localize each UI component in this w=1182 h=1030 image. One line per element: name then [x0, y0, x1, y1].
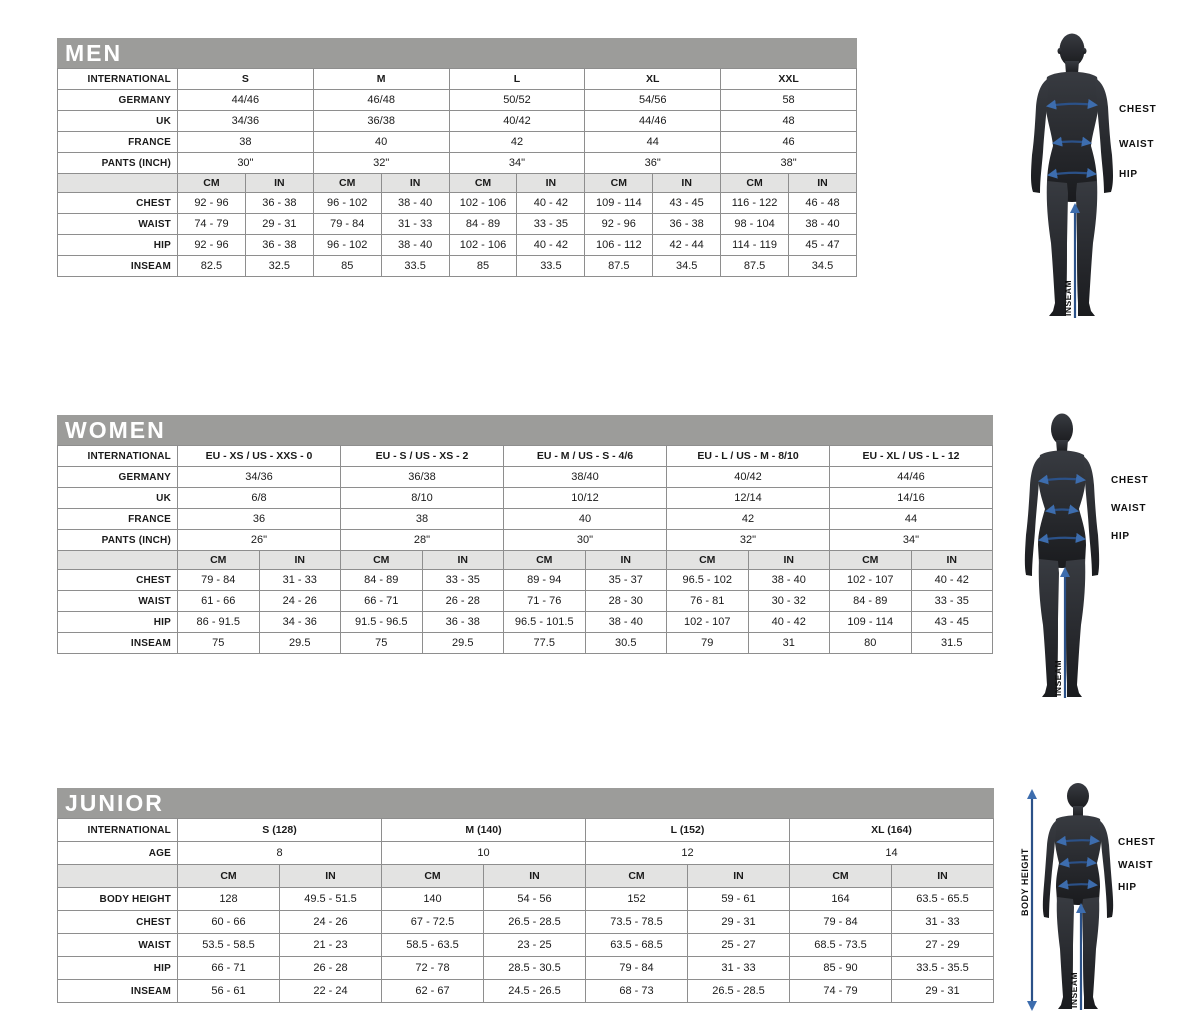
women-label-waist: WAIST	[58, 591, 178, 612]
junior-label-body-height: BODY HEIGHT	[58, 888, 178, 911]
men-hip-cm-2: 102 - 106	[449, 235, 517, 256]
women-label-france: FRANCE	[58, 509, 178, 530]
women-units-label-cell	[58, 551, 178, 570]
men-waist-in-0: 29 - 31	[245, 214, 313, 235]
junior-hip-cm-1: 72 - 78	[382, 957, 484, 980]
women-inseam-in-3: 31	[748, 633, 830, 654]
junior-hip-in-1: 28.5 - 30.5	[484, 957, 586, 980]
women-inseam-in-4: 31.5	[911, 633, 993, 654]
women-chest-cm-4: 102 - 107	[830, 570, 912, 591]
men-unit-header-in-0: IN	[245, 174, 313, 193]
women-uk-value-1: 8/10	[341, 488, 504, 509]
men-waist-cm-3: 92 - 96	[585, 214, 653, 235]
women-unit-header-cm-4: CM	[830, 551, 912, 570]
junior-hip-label: HIP	[1118, 882, 1137, 893]
women-hip-cm-3: 102 - 107	[667, 612, 749, 633]
men-row-germany	[58, 90, 857, 111]
junior-body-height-in-3: 63.5 - 65.5	[892, 888, 994, 911]
male-silhouette-graphic	[1022, 33, 1172, 323]
men-international-value-4: XXL	[721, 69, 857, 90]
men-germany-value-1: 46/48	[313, 90, 449, 111]
men-pants-inch-value-1: 32"	[313, 153, 449, 174]
women-uk-value-2: 10/12	[504, 488, 667, 509]
women-unit-header-cm-2: CM	[504, 551, 586, 570]
women-international-value-2: EU - M / US - S - 4/6	[504, 446, 667, 467]
men-chest-cm-4: 116 - 122	[721, 193, 789, 214]
junior-inseam-cm-0: 56 - 61	[178, 980, 280, 1003]
junior-waist-cm-1: 58.5 - 63.5	[382, 934, 484, 957]
junior-chest-in-1: 26.5 - 28.5	[484, 911, 586, 934]
junior-inseam-label: INSEAM	[1069, 971, 1079, 1008]
women-pants-inch-value-1: 28"	[341, 530, 504, 551]
women-uk-value-0: 6/8	[178, 488, 341, 509]
women-germany-value-0: 34/36	[178, 467, 341, 488]
women-row-waist	[58, 591, 993, 612]
women-france-value-3: 42	[667, 509, 830, 530]
men-inseam-cm-4: 87.5	[721, 256, 789, 277]
junior-unit-header-in-2: IN	[688, 865, 790, 888]
men-hip-cm-1: 96 - 102	[313, 235, 381, 256]
junior-unit-header-cm-0: CM	[178, 865, 280, 888]
men-section-title: MEN	[65, 39, 123, 66]
junior-title-bar	[57, 788, 994, 818]
junior-hip-in-3: 33.5 - 35.5	[892, 957, 994, 980]
men-unit-header-cm-4: CM	[721, 174, 789, 193]
women-unit-header-cm-3: CM	[667, 551, 749, 570]
junior-unit-header-cm-3: CM	[790, 865, 892, 888]
men-unit-header-in-2: IN	[517, 174, 585, 193]
men-hip-cm-4: 114 - 119	[721, 235, 789, 256]
women-germany-value-3: 40/42	[667, 467, 830, 488]
men-pants-inch-value-4: 38"	[721, 153, 857, 174]
women-units-row	[58, 551, 993, 570]
men-international-value-0: S	[178, 69, 314, 90]
women-hip-cm-0: 86 - 91.5	[178, 612, 260, 633]
junior-body-height-label: BODY HEIGHT	[1020, 848, 1030, 916]
women-section-title: WOMEN	[65, 416, 166, 443]
men-inseam-cm-0: 82.5	[178, 256, 246, 277]
men-label-international: INTERNATIONAL	[58, 69, 178, 90]
women-unit-header-in-1: IN	[422, 551, 504, 570]
junior-age-value-2: 12	[586, 842, 790, 865]
men-france-value-0: 38	[178, 132, 314, 153]
women-chest-label: CHEST	[1111, 475, 1149, 486]
men-inseam-in-3: 34.5	[653, 256, 721, 277]
women-table-body	[58, 446, 993, 654]
junior-units-label-cell	[58, 865, 178, 888]
women-pants-inch-value-2: 30"	[504, 530, 667, 551]
men-uk-value-4: 48	[721, 111, 857, 132]
junior-inseam-cm-2: 68 - 73	[586, 980, 688, 1003]
women-label-uk: UK	[58, 488, 178, 509]
women-hip-in-1: 36 - 38	[422, 612, 504, 633]
men-pants-inch-value-2: 34"	[449, 153, 585, 174]
women-france-value-2: 40	[504, 509, 667, 530]
junior-waist-cm-0: 53.5 - 58.5	[178, 934, 280, 957]
junior-hip-in-2: 31 - 33	[688, 957, 790, 980]
women-inseam-cm-0: 75	[178, 633, 260, 654]
women-waist-label: WAIST	[1111, 503, 1147, 514]
junior-chest-cm-3: 79 - 84	[790, 911, 892, 934]
men-row-international	[58, 69, 857, 90]
women-inseam-cm-4: 80	[830, 633, 912, 654]
men-row-chest	[58, 193, 857, 214]
junior-body-height-cm-3: 164	[790, 888, 892, 911]
men-inseam-in-4: 34.5	[789, 256, 857, 277]
junior-waist-in-2: 25 - 27	[688, 934, 790, 957]
women-waist-cm-3: 76 - 81	[667, 591, 749, 612]
women-waist-cm-4: 84 - 89	[830, 591, 912, 612]
women-label-international: INTERNATIONAL	[58, 446, 178, 467]
junior-chest-label: CHEST	[1118, 837, 1156, 848]
men-unit-header-cm-3: CM	[585, 174, 653, 193]
women-inseam-cm-1: 75	[341, 633, 423, 654]
junior-hip-cm-2: 79 - 84	[586, 957, 688, 980]
women-row-hip	[58, 612, 993, 633]
women-international-value-1: EU - S / US - XS - 2	[341, 446, 504, 467]
women-unit-header-cm-1: CM	[341, 551, 423, 570]
women-waist-cm-2: 71 - 76	[504, 591, 586, 612]
junior-waist-in-3: 27 - 29	[892, 934, 994, 957]
men-figure	[1022, 33, 1172, 323]
men-chest-label: CHEST	[1119, 104, 1157, 115]
men-inseam-cm-2: 85	[449, 256, 517, 277]
junior-hip-cm-3: 85 - 90	[790, 957, 892, 980]
women-label-chest: CHEST	[58, 570, 178, 591]
women-row-germany	[58, 467, 993, 488]
junior-inseam-in-3: 29 - 31	[892, 980, 994, 1003]
men-inseam-in-1: 33.5	[381, 256, 449, 277]
men-label-waist: WAIST	[58, 214, 178, 235]
women-row-uk	[58, 488, 993, 509]
junior-row-hip	[58, 957, 994, 980]
junior-chest-in-2: 29 - 31	[688, 911, 790, 934]
junior-age-value-0: 8	[178, 842, 382, 865]
men-waist-label: WAIST	[1119, 139, 1155, 150]
women-international-value-3: EU - L / US - M - 8/10	[667, 446, 830, 467]
junior-body-height-in-0: 49.5 - 51.5	[280, 888, 382, 911]
women-waist-in-0: 24 - 26	[259, 591, 341, 612]
men-units-label-cell	[58, 174, 178, 193]
men-hip-in-3: 42 - 44	[653, 235, 721, 256]
women-hip-cm-2: 96.5 - 101.5	[504, 612, 586, 633]
women-section	[57, 415, 993, 654]
women-size-table	[57, 445, 993, 654]
women-chest-cm-0: 79 - 84	[178, 570, 260, 591]
women-waist-in-1: 26 - 28	[422, 591, 504, 612]
men-row-waist	[58, 214, 857, 235]
women-pants-inch-value-0: 26"	[178, 530, 341, 551]
men-chest-cm-0: 92 - 96	[178, 193, 246, 214]
men-waist-in-2: 33 - 35	[517, 214, 585, 235]
men-france-value-1: 40	[313, 132, 449, 153]
women-waist-in-2: 28 - 30	[585, 591, 667, 612]
men-label-chest: CHEST	[58, 193, 178, 214]
junior-size-table	[57, 818, 994, 1003]
men-unit-header-in-4: IN	[789, 174, 857, 193]
junior-units-row	[58, 865, 994, 888]
men-france-value-3: 44	[585, 132, 721, 153]
women-unit-header-cm-0: CM	[178, 551, 260, 570]
men-chest-in-2: 40 - 42	[517, 193, 585, 214]
men-unit-header-cm-0: CM	[178, 174, 246, 193]
women-france-value-0: 36	[178, 509, 341, 530]
women-waist-cm-0: 61 - 66	[178, 591, 260, 612]
women-row-pants-inch	[58, 530, 993, 551]
men-chest-in-1: 38 - 40	[381, 193, 449, 214]
women-inseam-label: INSEAM	[1053, 659, 1063, 696]
men-uk-value-3: 44/46	[585, 111, 721, 132]
women-unit-header-in-3: IN	[748, 551, 830, 570]
women-chest-cm-2: 89 - 94	[504, 570, 586, 591]
junior-unit-header-in-0: IN	[280, 865, 382, 888]
junior-label-age: AGE	[58, 842, 178, 865]
women-inseam-cm-2: 77.5	[504, 633, 586, 654]
junior-row-age	[58, 842, 994, 865]
junior-inseam-cm-1: 62 - 67	[382, 980, 484, 1003]
junior-body-height-cm-0: 128	[178, 888, 280, 911]
junior-row-international	[58, 819, 994, 842]
men-inseam-cm-3: 87.5	[585, 256, 653, 277]
women-row-inseam	[58, 633, 993, 654]
women-row-international	[58, 446, 993, 467]
women-chest-cm-3: 96.5 - 102	[667, 570, 749, 591]
men-label-hip: HIP	[58, 235, 178, 256]
junior-row-waist	[58, 934, 994, 957]
junior-chest-cm-1: 67 - 72.5	[382, 911, 484, 934]
men-waist-cm-1: 79 - 84	[313, 214, 381, 235]
junior-section-title: JUNIOR	[65, 789, 164, 816]
junior-figure	[1018, 783, 1173, 1018]
junior-table-body	[58, 819, 994, 1003]
men-table-body	[58, 69, 857, 277]
men-chest-cm-2: 102 - 106	[449, 193, 517, 214]
women-waist-cm-1: 66 - 71	[341, 591, 423, 612]
junior-unit-header-cm-1: CM	[382, 865, 484, 888]
women-germany-value-2: 38/40	[504, 467, 667, 488]
women-pants-inch-value-4: 34"	[830, 530, 993, 551]
men-uk-value-1: 36/38	[313, 111, 449, 132]
men-international-value-3: XL	[585, 69, 721, 90]
men-uk-value-2: 40/42	[449, 111, 585, 132]
men-row-pants-inch	[58, 153, 857, 174]
junior-unit-header-in-1: IN	[484, 865, 586, 888]
men-waist-cm-0: 74 - 79	[178, 214, 246, 235]
female-silhouette	[1025, 414, 1099, 698]
women-chest-in-1: 33 - 35	[422, 570, 504, 591]
men-label-inseam: INSEAM	[58, 256, 178, 277]
junior-hip-cm-0: 66 - 71	[178, 957, 280, 980]
men-label-germany: GERMANY	[58, 90, 178, 111]
men-uk-value-0: 34/36	[178, 111, 314, 132]
men-row-uk	[58, 111, 857, 132]
junior-label-international: INTERNATIONAL	[58, 819, 178, 842]
junior-chest-cm-0: 60 - 66	[178, 911, 280, 934]
women-unit-header-in-0: IN	[259, 551, 341, 570]
junior-inseam-cm-3: 74 - 79	[790, 980, 892, 1003]
men-chest-cm-3: 109 - 114	[585, 193, 653, 214]
women-chest-in-0: 31 - 33	[259, 570, 341, 591]
men-row-hip	[58, 235, 857, 256]
men-row-france	[58, 132, 857, 153]
junior-label-chest: CHEST	[58, 911, 178, 934]
women-uk-value-4: 14/16	[830, 488, 993, 509]
women-waist-in-3: 30 - 32	[748, 591, 830, 612]
men-hip-in-0: 36 - 38	[245, 235, 313, 256]
women-international-value-4: EU - XL / US - L - 12	[830, 446, 993, 467]
female-silhouette-graphic	[1012, 413, 1162, 701]
men-pants-inch-value-0: 30"	[178, 153, 314, 174]
women-title-bar	[57, 415, 993, 445]
women-inseam-in-2: 30.5	[585, 633, 667, 654]
men-inseam-in-2: 33.5	[517, 256, 585, 277]
men-hip-label: HIP	[1119, 169, 1138, 180]
men-row-inseam	[58, 256, 857, 277]
men-label-uk: UK	[58, 111, 178, 132]
men-section	[57, 38, 857, 277]
women-row-chest	[58, 570, 993, 591]
men-unit-header-in-3: IN	[653, 174, 721, 193]
men-title-bar	[57, 38, 857, 68]
men-chest-in-4: 46 - 48	[789, 193, 857, 214]
women-inseam-cm-3: 79	[667, 633, 749, 654]
junior-section	[57, 788, 994, 1003]
women-uk-value-3: 12/14	[667, 488, 830, 509]
junior-waist-in-1: 23 - 25	[484, 934, 586, 957]
men-hip-cm-3: 106 - 112	[585, 235, 653, 256]
men-waist-in-1: 31 - 33	[381, 214, 449, 235]
junior-row-body-height	[58, 888, 994, 911]
junior-inseam-in-1: 24.5 - 26.5	[484, 980, 586, 1003]
men-inseam-label: INSEAM	[1063, 279, 1073, 316]
men-inseam-cm-1: 85	[313, 256, 381, 277]
junior-international-value-1: M (140)	[382, 819, 586, 842]
women-hip-in-3: 40 - 42	[748, 612, 830, 633]
junior-chest-in-3: 31 - 33	[892, 911, 994, 934]
junior-waist-cm-3: 68.5 - 73.5	[790, 934, 892, 957]
women-chest-in-3: 38 - 40	[748, 570, 830, 591]
junior-international-value-2: L (152)	[586, 819, 790, 842]
junior-international-value-0: S (128)	[178, 819, 382, 842]
junior-body-height-cm-2: 152	[586, 888, 688, 911]
women-chest-in-4: 40 - 42	[911, 570, 993, 591]
men-units-row	[58, 174, 857, 193]
women-hip-in-2: 38 - 40	[585, 612, 667, 633]
junior-hip-in-0: 26 - 28	[280, 957, 382, 980]
women-label-hip: HIP	[58, 612, 178, 633]
men-chest-in-0: 36 - 38	[245, 193, 313, 214]
men-size-table	[57, 68, 857, 277]
men-chest-cm-1: 96 - 102	[313, 193, 381, 214]
junior-body-height-in-2: 59 - 61	[688, 888, 790, 911]
women-germany-value-4: 44/46	[830, 467, 993, 488]
junior-label-waist: WAIST	[58, 934, 178, 957]
women-unit-header-in-2: IN	[585, 551, 667, 570]
junior-row-inseam	[58, 980, 994, 1003]
men-waist-cm-2: 84 - 89	[449, 214, 517, 235]
women-france-value-4: 44	[830, 509, 993, 530]
men-label-pants-inch: PANTS (INCH)	[58, 153, 178, 174]
women-row-france	[58, 509, 993, 530]
men-waist-in-3: 36 - 38	[653, 214, 721, 235]
women-hip-in-4: 43 - 45	[911, 612, 993, 633]
women-figure	[1012, 413, 1162, 701]
men-hip-in-4: 45 - 47	[789, 235, 857, 256]
men-chest-in-3: 43 - 45	[653, 193, 721, 214]
men-hip-in-1: 38 - 40	[381, 235, 449, 256]
men-france-value-2: 42	[449, 132, 585, 153]
men-germany-value-4: 58	[721, 90, 857, 111]
junior-chest-cm-2: 73.5 - 78.5	[586, 911, 688, 934]
women-hip-cm-4: 109 - 114	[830, 612, 912, 633]
men-pants-inch-value-3: 36"	[585, 153, 721, 174]
women-germany-value-1: 36/38	[341, 467, 504, 488]
junior-waist-label: WAIST	[1118, 860, 1154, 871]
men-unit-header-cm-1: CM	[313, 174, 381, 193]
junior-waist-in-0: 21 - 23	[280, 934, 382, 957]
junior-age-value-3: 14	[790, 842, 994, 865]
junior-body-height-cm-1: 140	[382, 888, 484, 911]
women-label-germany: GERMANY	[58, 467, 178, 488]
women-hip-label: HIP	[1111, 531, 1130, 542]
men-hip-cm-0: 92 - 96	[178, 235, 246, 256]
junior-silhouette-graphic	[1018, 783, 1173, 1018]
women-hip-in-0: 34 - 36	[259, 612, 341, 633]
junior-international-value-3: XL (164)	[790, 819, 994, 842]
junior-unit-header-cm-2: CM	[586, 865, 688, 888]
junior-unit-header-in-3: IN	[892, 865, 994, 888]
junior-body-height-in-1: 54 - 56	[484, 888, 586, 911]
men-unit-header-cm-2: CM	[449, 174, 517, 193]
men-unit-header-in-1: IN	[381, 174, 449, 193]
men-germany-value-0: 44/46	[178, 90, 314, 111]
junior-chest-in-0: 24 - 26	[280, 911, 382, 934]
women-pants-inch-value-3: 32"	[667, 530, 830, 551]
men-france-value-4: 46	[721, 132, 857, 153]
women-hip-cm-1: 91.5 - 96.5	[341, 612, 423, 633]
women-international-value-0: EU - XS / US - XXS - 0	[178, 446, 341, 467]
women-chest-in-2: 35 - 37	[585, 570, 667, 591]
women-label-inseam: INSEAM	[58, 633, 178, 654]
women-france-value-1: 38	[341, 509, 504, 530]
men-hip-in-2: 40 - 42	[517, 235, 585, 256]
women-unit-header-in-4: IN	[911, 551, 993, 570]
women-waist-in-4: 33 - 35	[911, 591, 993, 612]
junior-inseam-in-2: 26.5 - 28.5	[688, 980, 790, 1003]
men-international-value-1: M	[313, 69, 449, 90]
men-germany-value-2: 50/52	[449, 90, 585, 111]
junior-inseam-in-0: 22 - 24	[280, 980, 382, 1003]
junior-age-value-1: 10	[382, 842, 586, 865]
men-waist-cm-4: 98 - 104	[721, 214, 789, 235]
women-label-pants-inch: PANTS (INCH)	[58, 530, 178, 551]
junior-label-hip: HIP	[58, 957, 178, 980]
women-inseam-in-0: 29.5	[259, 633, 341, 654]
male-silhouette	[1031, 34, 1113, 317]
junior-row-chest	[58, 911, 994, 934]
men-international-value-2: L	[449, 69, 585, 90]
women-chest-cm-1: 84 - 89	[341, 570, 423, 591]
men-label-france: FRANCE	[58, 132, 178, 153]
men-waist-in-4: 38 - 40	[789, 214, 857, 235]
men-germany-value-3: 54/56	[585, 90, 721, 111]
men-inseam-in-0: 32.5	[245, 256, 313, 277]
junior-label-inseam: INSEAM	[58, 980, 178, 1003]
junior-waist-cm-2: 63.5 - 68.5	[586, 934, 688, 957]
women-inseam-in-1: 29.5	[422, 633, 504, 654]
